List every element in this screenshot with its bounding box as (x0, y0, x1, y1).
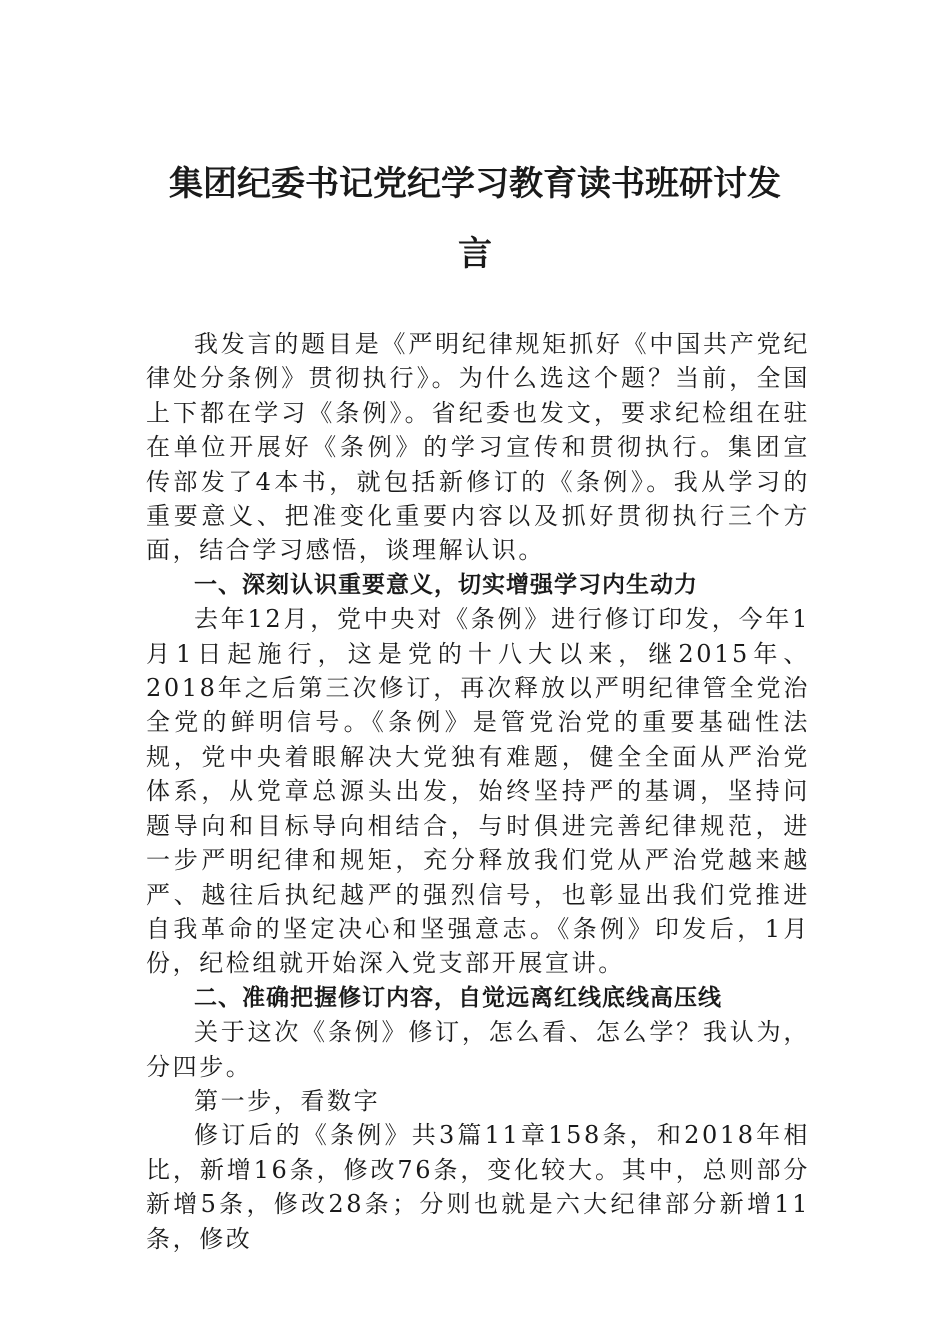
paragraph-section-1: 去年12月，党中央对《条例》进行修订印发，今年1月1日起施行，这是党的十八大以来，继2015年、2018年之后第三次修订，再次释放以严明纪律管全党治全党的鲜明信号。《条例》是管党治党的重要基础性法规，党中央着眼解决大党独有难题，健全全面从严治党体系，从党章总源头出发，始终坚持严的基调，坚持问题导向和目标导向相结合，与时俱进完善纪律规范，进一步严明纪律和规矩，充分释放我们党从严治党越来越严、越往后执纪越严的强烈信号，也彰显出我们党推进自我革命的坚定决心和坚强意志。《条例》印发后，1月份，纪检组就开始深入党支部开展宣讲。 (146, 605, 810, 978)
paragraph-intro: 我发言的题目是《严明纪律规矩抓好《中国共产党纪律处分条例》贯彻执行》。为什么选这个题？当前，全国上下都在学习《条例》。省纪委也发文，要求纪检组在驻在单位开展好《条例》的学习宣传和贯彻执行。集团宣传部发了4本书，就包括新修订的《条例》。我从学习的重要意义、把准变化重要内容以及抓好贯彻执行三个方面，结合学习感悟，谈理解认识。 (146, 330, 810, 565)
document-body (146, 327, 810, 1256)
document-title-line-1: 集团纪委书记党纪学习教育读书班研讨发 (169, 164, 781, 204)
paragraph-section-2-intro: 关于这次《条例》修订，怎么看、怎么学？我认为，分四步。 (146, 1018, 810, 1081)
section-heading-1: 一、深刻认识重要意义，切实增强学习内生动力 (194, 571, 698, 598)
step-heading-1: 第一步，看数字 (194, 1086, 381, 1115)
paragraph-step-1: 修订后的《条例》共3篇11章158条，和2018年相比，新增16条，修改76条，变化较大。其中，总则部分新增5条，修改28条；分则也就是六大纪律部分新增11条，修改 (146, 1121, 810, 1253)
document-title-line-2: 言 (458, 234, 492, 274)
section-heading-2: 二、准确把握修订内容，自觉远离红线底线高压线 (194, 984, 722, 1011)
